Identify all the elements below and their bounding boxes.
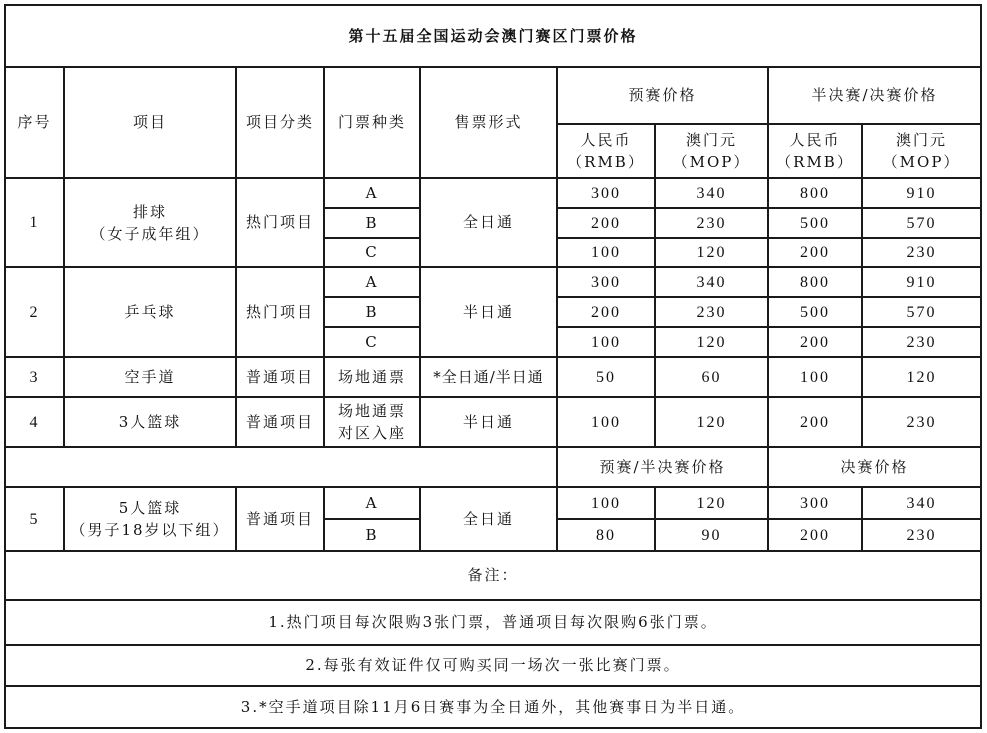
row-sale-form: 半日通 (420, 267, 557, 357)
header-final-mop: 澳门元 （MOP） (862, 124, 981, 178)
row-ticket-type: B (324, 297, 420, 327)
row-ticket-type: B (324, 519, 420, 551)
final-rmb-cell: 100 (768, 357, 862, 397)
row-seq: 1 (5, 178, 64, 267)
prelim-rmb-cell: 80 (557, 519, 655, 551)
prelim-mop-cell: 230 (655, 297, 768, 327)
row-event: 空手道 (64, 357, 236, 397)
subheader-row (5, 447, 981, 487)
final-mop-cell: 120 (862, 357, 981, 397)
prelim-mop-cell: 120 (655, 487, 768, 519)
final-rmb-cell: 200 (768, 519, 862, 551)
header-prelim-price: 预赛价格 (557, 67, 768, 124)
header-final-rmb: 人民币 （RMB） (768, 124, 862, 178)
row-event: 乒乓球 (64, 267, 236, 357)
prelim-mop-cell: 120 (655, 327, 768, 357)
final-rmb-cell: 500 (768, 208, 862, 238)
final-mop-cell: 910 (862, 178, 981, 208)
final-mop-cell: 230 (862, 397, 981, 447)
row-event: 3人篮球 (64, 397, 236, 447)
final-rmb-cell: 200 (768, 397, 862, 447)
row-sale-form: 全日通 (420, 178, 557, 267)
row-ticket-type: C (324, 327, 420, 357)
row-category: 热门项目 (236, 178, 324, 267)
final-mop-cell: 570 (862, 208, 981, 238)
ticket-price-table (4, 4, 982, 729)
row-seq: 4 (5, 397, 64, 447)
table-row (5, 178, 981, 208)
row-category: 普通项目 (236, 487, 324, 551)
prelim-mop-cell: 340 (655, 178, 768, 208)
final-rmb-cell: 300 (768, 487, 862, 519)
final-rmb-cell: 200 (768, 238, 862, 267)
header-final-price: 决赛价格 (768, 447, 981, 487)
header-category: 项目分类 (236, 67, 324, 178)
header-prelim-mop: 澳门元 （MOP） (655, 124, 768, 178)
row-ticket-type: A (324, 267, 420, 297)
prelim-mop-cell: 230 (655, 208, 768, 238)
note-item: 2.每张有效证件仅可购买同一场次一张比赛门票。 (5, 645, 981, 686)
notes-label: 备注： (5, 551, 981, 600)
prelim-rmb-cell: 100 (557, 487, 655, 519)
prelim-rmb-cell: 100 (557, 327, 655, 357)
row-ticket-type: B (324, 208, 420, 238)
final-mop-cell: 570 (862, 297, 981, 327)
final-rmb-cell: 200 (768, 327, 862, 357)
final-mop-cell: 230 (862, 327, 981, 357)
row-seq: 5 (5, 487, 64, 551)
header-semi-final-price: 半决赛/决赛价格 (768, 67, 981, 124)
row-category: 普通项目 (236, 397, 324, 447)
row-sale-form: *全日通/半日通 (420, 357, 557, 397)
table-row (5, 357, 981, 397)
row-sale-form: 半日通 (420, 397, 557, 447)
subheader-blank (5, 447, 557, 487)
prelim-mop-cell: 340 (655, 267, 768, 297)
prelim-rmb-cell: 200 (557, 297, 655, 327)
note-item: 1.热门项目每次限购3张门票，普通项目每次限购6张门票。 (5, 600, 981, 645)
prelim-rmb-cell: 50 (557, 357, 655, 397)
row-sale-form: 全日通 (420, 487, 557, 551)
prelim-rmb-cell: 300 (557, 267, 655, 297)
table-row (5, 397, 981, 447)
prelim-mop-cell: 60 (655, 357, 768, 397)
final-mop-cell: 230 (862, 238, 981, 267)
row-seq: 2 (5, 267, 64, 357)
row-event: 5人篮球 （男子18岁以下组） (64, 487, 236, 551)
prelim-rmb-cell: 100 (557, 397, 655, 447)
header-ticket-type: 门票种类 (324, 67, 420, 178)
row-ticket-type: A (324, 178, 420, 208)
row-seq: 3 (5, 357, 64, 397)
row-event: 排球 （女子成年组） (64, 178, 236, 267)
row-ticket-type: C (324, 238, 420, 267)
final-mop-cell: 340 (862, 487, 981, 519)
header-seq: 序号 (5, 67, 64, 178)
final-rmb-cell: 500 (768, 297, 862, 327)
header-event: 项目 (64, 67, 236, 178)
prelim-mop-cell: 120 (655, 238, 768, 267)
prelim-rmb-cell: 300 (557, 178, 655, 208)
prelim-mop-cell: 120 (655, 397, 768, 447)
header-prelim-rmb: 人民币 （RMB） (557, 124, 655, 178)
row-ticket-type: 场地通票 (324, 357, 420, 397)
prelim-rmb-cell: 100 (557, 238, 655, 267)
row-category: 热门项目 (236, 267, 324, 357)
final-mop-cell: 230 (862, 519, 981, 551)
row-category: 普通项目 (236, 357, 324, 397)
table-row (5, 267, 981, 297)
header-prelim-semi-price: 预赛/半决赛价格 (557, 447, 768, 487)
final-rmb-cell: 800 (768, 178, 862, 208)
row-ticket-type: 场地通票 对区入座 (324, 397, 420, 447)
header-sale-form: 售票形式 (420, 67, 557, 178)
prelim-rmb-cell: 200 (557, 208, 655, 238)
final-rmb-cell: 800 (768, 267, 862, 297)
note-item: 3.*空手道项目除11月6日赛事为全日通外，其他赛事日为半日通。 (5, 686, 981, 728)
table-title: 第十五届全国运动会澳门赛区门票价格 (5, 5, 981, 67)
row-ticket-type: A (324, 487, 420, 519)
prelim-mop-cell: 90 (655, 519, 768, 551)
table-row (5, 487, 981, 519)
final-mop-cell: 910 (862, 267, 981, 297)
